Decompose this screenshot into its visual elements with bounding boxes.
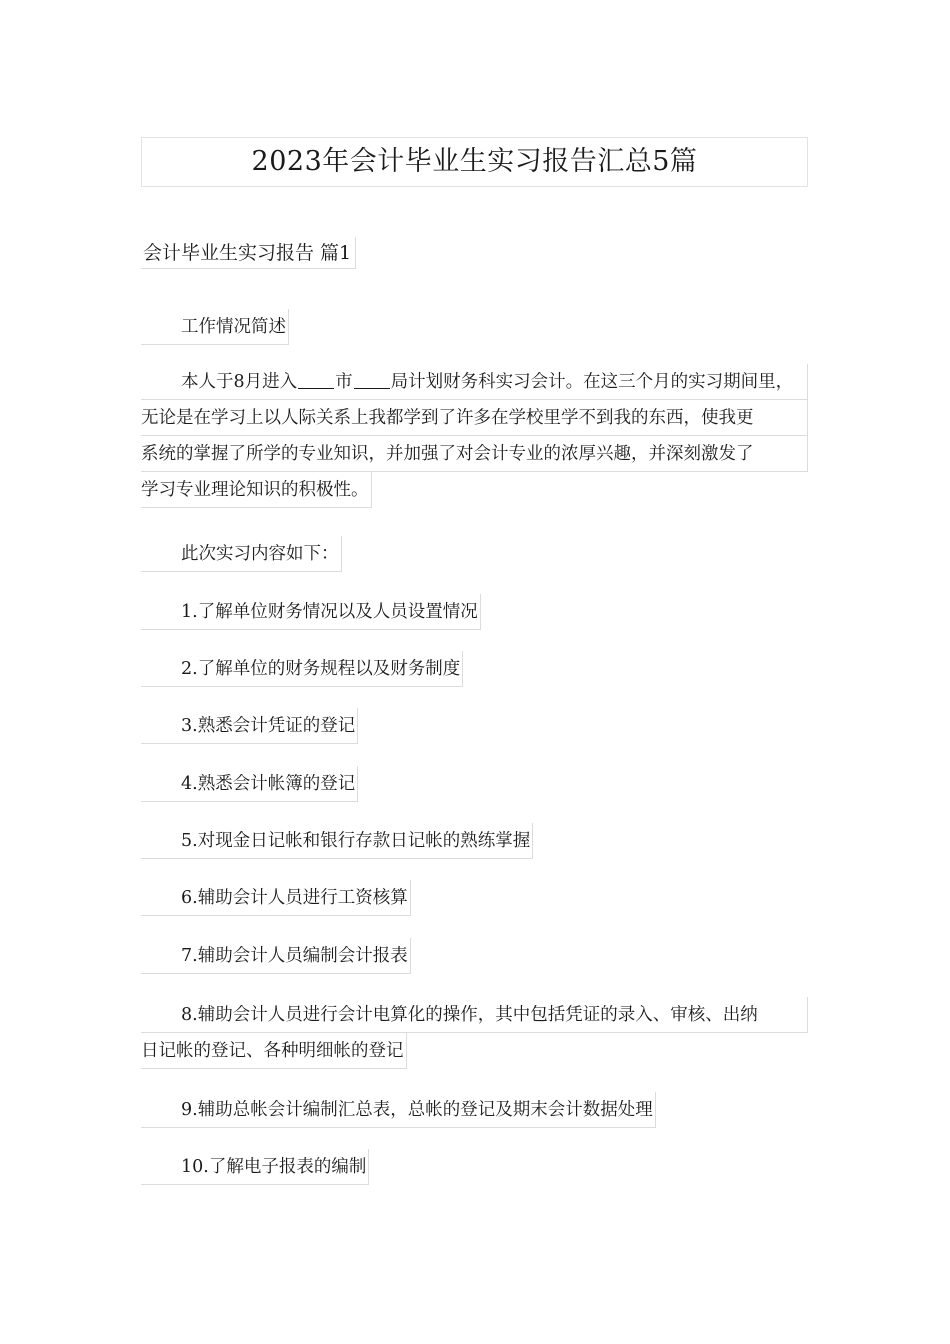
list-item-paragraph [141, 1149, 369, 1185]
list-item-8-line-2: 日记帐的登记、各种明细帐的登记 [141, 1033, 407, 1069]
subheading: 工作情况简述 [141, 309, 289, 345]
intro-line-1-a: 本人于8月进入 [181, 372, 298, 392]
list-item: 7.辅助会计人员编制会计报表 [141, 938, 411, 974]
list-item: 10.了解电子报表的编制 [141, 1149, 369, 1185]
list-item: 6.辅助会计人员进行工资核算 [141, 880, 411, 916]
list-item-paragraph [141, 938, 411, 974]
list-item: 4.熟悉会计帐簿的登记 [141, 766, 358, 802]
list-item-8-line-1: 8.辅助会计人员进行会计电算化的操作，其中包括凭证的录入、审核、出纳 [141, 997, 808, 1033]
list-intro: 此次实习内容如下： [141, 536, 342, 572]
list-item-paragraph [141, 651, 463, 687]
list-item: 5.对现金日记帐和银行存款日记帐的熟练掌握 [141, 823, 533, 859]
list-item: 2.了解单位的财务规程以及财务制度 [141, 651, 463, 687]
list-item: 3.熟悉会计凭证的登记 [141, 708, 358, 744]
intro-paragraph [141, 364, 808, 508]
document-title: 2023年会计毕业生实习报告汇总5篇 [141, 137, 808, 187]
subheading-paragraph [141, 309, 289, 345]
list-item-paragraph [141, 766, 358, 802]
blank-underline [298, 370, 334, 389]
blank-underline [354, 370, 390, 389]
section-heading: 会计毕业生实习报告 篇1 [141, 237, 356, 269]
intro-line-3: 系统的掌握了所学的专业知识，并加强了对会计专业的浓厚兴趣，并深刻激发了 [141, 436, 808, 472]
list-item-paragraph [141, 594, 481, 630]
list-item: 1.了解单位财务情况以及人员设置情况 [141, 594, 481, 630]
intro-line-1 [141, 364, 808, 400]
intro-line-1-c: 局计划财务科实习会计。在这三个月的实习期间里， [390, 372, 794, 392]
list-item-paragraph [141, 997, 808, 1069]
intro-line-2: 无论是在学习上以人际关系上我都学到了许多在学校里学不到我的东西，使我更 [141, 400, 808, 436]
list-item-paragraph [141, 880, 411, 916]
intro-line-4: 学习专业理论知识的积极性。 [141, 472, 372, 508]
list-item-paragraph [141, 708, 358, 744]
list-item: 9.辅助总帐会计编制汇总表，总帐的登记及期末会计数据处理 [141, 1092, 656, 1128]
list-intro-paragraph [141, 536, 342, 572]
intro-line-1-b: 市 [335, 372, 353, 392]
list-item-paragraph [141, 1092, 656, 1128]
list-item-paragraph [141, 823, 533, 859]
